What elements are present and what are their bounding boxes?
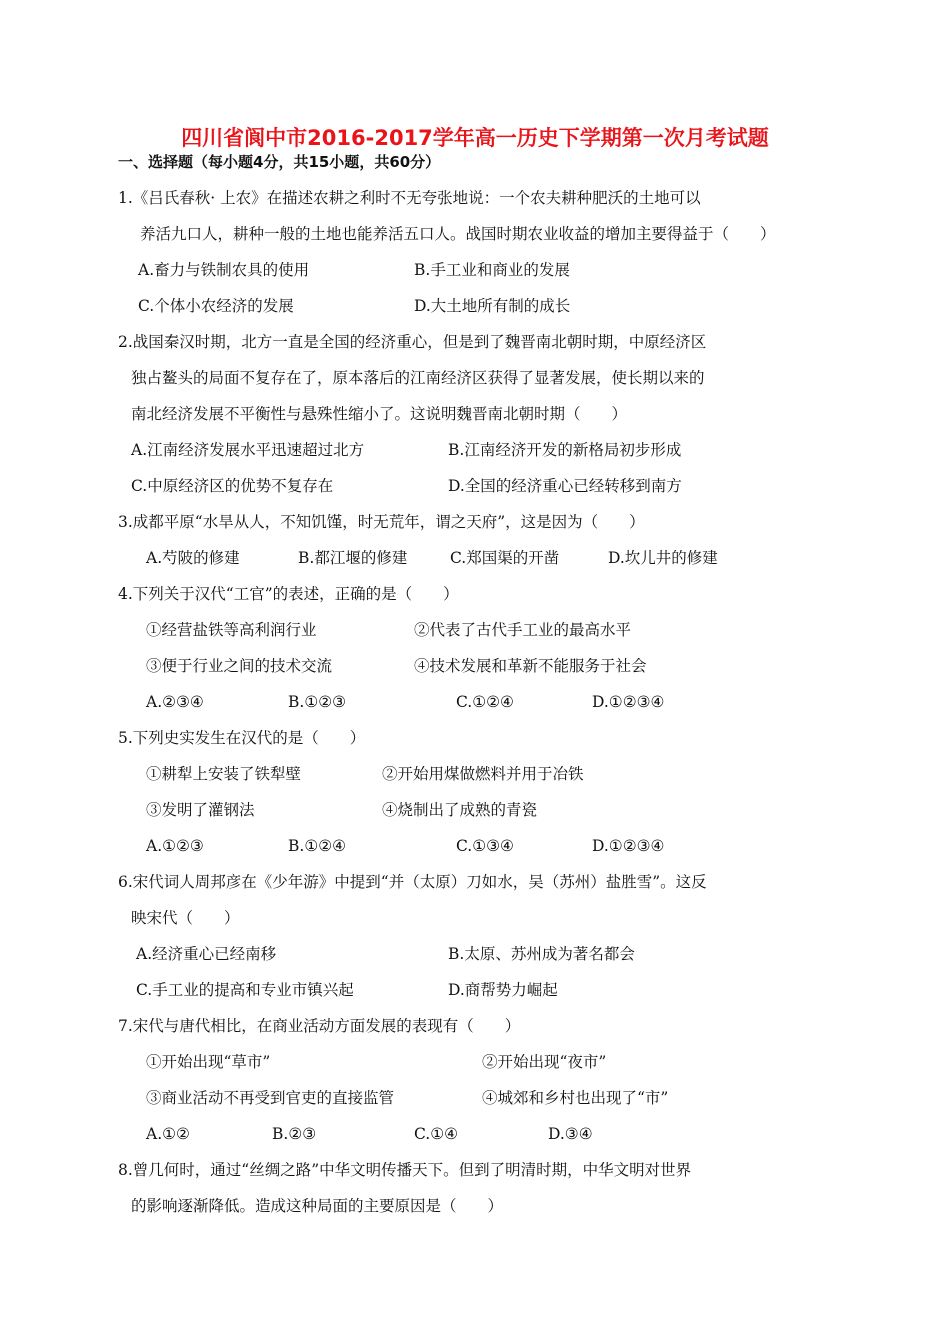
question-3-stem: 3.成都平原“水旱从人，不知饥馑，时无荒年，谓之天府”，这是因为（ ） bbox=[118, 513, 645, 531]
question-2-option-c: C.中原经济区的优势不复存在 bbox=[131, 477, 334, 495]
question-6-option-c: C.手工业的提高和专业市镇兴起 bbox=[136, 981, 354, 999]
question-3-option-a: A.芍陂的修建 bbox=[146, 549, 240, 567]
question-4-option-c: C.①②④ bbox=[456, 693, 514, 711]
question-7-option-b: B.②③ bbox=[272, 1125, 317, 1143]
question-4-option-a: A.②③④ bbox=[146, 693, 204, 711]
question-7-stem: 7.宋代与唐代相比，在商业活动方面发展的表现有（ ） bbox=[118, 1017, 521, 1035]
question-2-stem-line-2: 独占鳌头的局面不复存在了，原本落后的江南经济区获得了显著发展，使长期以来的 bbox=[131, 369, 705, 387]
question-2-stem-line-1: 2.战国秦汉时期，北方一直是全国的经济重心，但是到了魏晋南北朝时期，中原经济区 bbox=[118, 333, 707, 351]
question-7-option-d: D.③④ bbox=[548, 1125, 593, 1143]
question-3-option-d: D.坎儿井的修建 bbox=[608, 549, 718, 567]
question-4-statement-3: ③便于行业之间的技术交流 bbox=[146, 657, 333, 675]
question-5-statement-4: ④烧制出了成熟的青瓷 bbox=[382, 801, 538, 819]
exam-title: 四川省阆中市2016-2017学年高一历史下学期第一次月考试题 bbox=[181, 126, 769, 150]
question-3-option-b: B.都江堰的修建 bbox=[298, 549, 408, 567]
question-2-option-d: D.全国的经济重心已经转移到南方 bbox=[448, 477, 682, 495]
question-1-option-c: C.个体小农经济的发展 bbox=[138, 297, 294, 315]
question-5-stem: 5.下列史实发生在汉代的是（ ） bbox=[118, 729, 366, 747]
question-6-option-d: D.商帮势力崛起 bbox=[448, 981, 558, 999]
question-7-statement-4: ④城郊和乡村也出现了“市” bbox=[482, 1089, 669, 1107]
question-4-option-b: B.①②③ bbox=[288, 693, 347, 711]
question-5-statement-2: ②开始用煤做燃料并用于冶铁 bbox=[382, 765, 584, 783]
question-1-stem-line-2: 养活九口人，耕种一般的土地也能养活五口人。战国时期农业收益的增加主要得益于（ ） bbox=[140, 225, 776, 243]
section-heading: 一、选择题（每小题4分，共15小题，共60分） bbox=[118, 153, 441, 171]
question-8-stem-line-1: 8.曾几何时，通过“丝绸之路”中华文明传播天下。但到了明清时期，中华文明对世界 bbox=[118, 1161, 692, 1179]
question-6-stem-line-2: 映宋代（ ） bbox=[131, 909, 240, 927]
question-4-option-d: D.①②③④ bbox=[592, 693, 665, 711]
question-3-option-c: C.郑国渠的开凿 bbox=[450, 549, 560, 567]
question-2-stem-line-3: 南北经济发展不平衡性与悬殊性缩小了。这说明魏晋南北朝时期（ ） bbox=[131, 405, 628, 423]
question-1-option-a: A.畜力与铁制农具的使用 bbox=[138, 261, 310, 279]
question-4-stem: 4.下列关于汉代“工官”的表述，正确的是（ ） bbox=[118, 585, 459, 603]
question-5-option-a: A.①②③ bbox=[146, 837, 204, 855]
question-4-statement-2: ②代表了古代手工业的最高水平 bbox=[414, 621, 632, 639]
question-1-option-d: D.大土地所有制的成长 bbox=[414, 297, 571, 315]
question-5-statement-1: ①耕犁上安装了铁犁壁 bbox=[146, 765, 302, 783]
question-6-stem-line-1: 6.宋代词人周邦彦在《少年游》中提到“并（太原）刀如水，吴（苏州）盐胜雪”。这反 bbox=[118, 873, 707, 891]
question-7-statement-1: ①开始出现“草市” bbox=[146, 1053, 271, 1071]
question-5-option-b: B.①②④ bbox=[288, 837, 347, 855]
question-7-statement-3: ③商业活动不再受到官吏的直接监管 bbox=[146, 1089, 395, 1107]
question-4-statement-1: ①经营盐铁等高利润行业 bbox=[146, 621, 317, 639]
question-6-option-a: A.经济重心已经南移 bbox=[136, 945, 277, 963]
question-5-option-d: D.①②③④ bbox=[592, 837, 665, 855]
question-5-option-c: C.①③④ bbox=[456, 837, 514, 855]
question-1-option-b: B.手工业和商业的发展 bbox=[414, 261, 570, 279]
question-7-option-a: A.①② bbox=[146, 1125, 190, 1143]
question-7-option-c: C.①④ bbox=[414, 1125, 459, 1143]
question-2-option-b: B.江南经济开发的新格局初步形成 bbox=[448, 441, 682, 459]
question-7-statement-2: ②开始出现“夜市” bbox=[482, 1053, 607, 1071]
question-8-stem-line-2: 的影响逐渐降低。造成这种局面的主要原因是（ ） bbox=[131, 1197, 504, 1215]
question-4-statement-4: ④技术发展和革新不能服务于社会 bbox=[414, 657, 647, 675]
question-5-statement-3: ③发明了灌钢法 bbox=[146, 801, 255, 819]
question-6-option-b: B.太原、苏州成为著名都会 bbox=[448, 945, 635, 963]
question-2-option-a: A.江南经济发展水平迅速超过北方 bbox=[131, 441, 365, 459]
question-1-stem-line-1: 1.《吕氏春秋· 上农》在描述农耕之利时不无夸张地说：一个农夫耕种肥沃的土地可以 bbox=[118, 189, 701, 207]
